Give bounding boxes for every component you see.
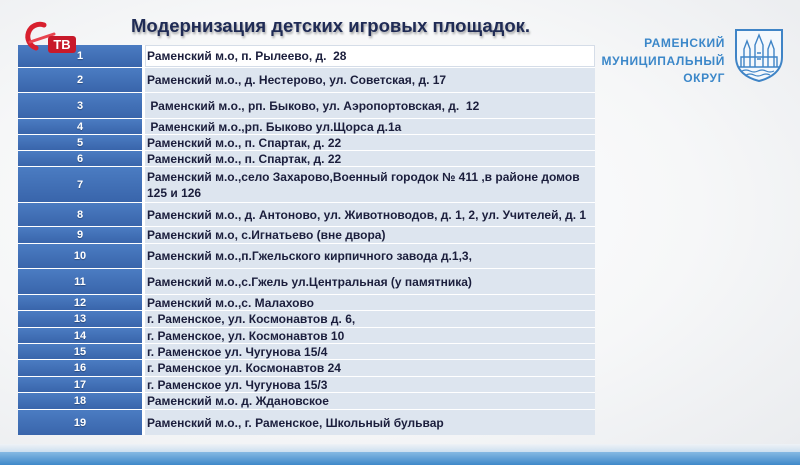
table-row [18,393,595,409]
row-number: 9 [18,227,142,243]
row-address: Раменский м.о.,рп. Быково ул.Щорса д.1а [145,119,595,134]
row-number: 16 [18,360,142,376]
table-row [18,45,595,67]
table-row [18,244,595,268]
row-number: 12 [18,295,142,310]
table-row [18,203,595,226]
row-number: 18 [18,393,142,409]
table-row [18,93,595,118]
row-address: г. Раменское ул. Чугунова 15/3 [145,377,595,392]
row-address: г. Раменское, ул. Космонавтов 10 [145,328,595,343]
row-number: 2 [18,68,142,92]
row-address: Раменский м.о., п. Спартак, д. 22 [145,151,595,166]
row-number: 17 [18,377,142,392]
row-address: Раменский м.о., рп. Быково, ул. Аэропортовская, д. 12 [145,93,595,118]
org-name-line-2: МУНИЦИПАЛЬНЫЙ [601,53,725,68]
row-number: 10 [18,244,142,268]
row-number: 4 [18,119,142,134]
row-number: 11 [18,269,142,294]
table-row [18,151,595,166]
row-address: Раменский м.о., д. Антоново, ул. Животноводов, д. 1, 2, ул. Учителей, д. 1 [145,203,595,226]
row-number: 5 [18,135,142,150]
table-row [18,377,595,392]
table-row [18,167,595,202]
row-address: Раменский м.о.,с. Малахово [145,295,595,310]
emblem-shield [736,30,782,81]
table-row [18,295,595,310]
row-address: Раменский м.о., п. Спартак, д. 22 [145,135,595,150]
row-number: 6 [18,151,142,166]
row-number: 14 [18,328,142,343]
row-address: Раменский м.о, п. Рылеево, д. 28 [145,45,595,67]
row-address: Раменский м.о.,село Захарово,Военный городок № 411 ,в районе домов 125 и 126 [145,167,595,202]
logo-text: ТВ [53,37,71,52]
row-number: 15 [18,344,142,359]
table-row [18,311,595,327]
row-number: 3 [18,93,142,118]
row-address: Раменский м.о., д. Нестерово, ул. Советская, д. 17 [145,68,595,92]
org-name-line-1: РАМЕНСКИЙ [644,36,725,50]
table-row [18,68,595,92]
row-address: Раменский м.о.,с.Гжель ул.Центральная (у памятника) [145,269,595,294]
coat-of-arms-icon [733,27,785,83]
org-name-line-3: ОКРУГ [683,71,725,85]
row-number: 1 [18,45,142,67]
row-address: Раменский м.о. д. Ждановское [145,393,595,409]
playgrounds-table [18,45,595,435]
table-row [18,227,595,243]
page-title: Модернизация детских игровых площадок. [131,15,531,36]
row-address: Раменский м.о, с.Игнатьево (вне двора) [145,227,595,243]
row-address: Раменский м.о., г. Раменское, Школьный бульвар [145,410,595,435]
bottom-stripe-blue [0,452,800,465]
tv-channel-logo-icon [24,20,80,58]
row-address: г. Раменское, ул. Космонавтов д. 6, [145,311,595,327]
org-name [602,35,725,88]
row-address: Раменский м.о.,п.Гжельского кирпичного завода д.1,3, [145,244,595,268]
row-number: 7 [18,167,142,202]
bottom-stripe-light [0,444,800,452]
table-row [18,360,595,376]
row-number: 8 [18,203,142,226]
table-row [18,119,595,134]
table-row [18,344,595,359]
row-number: 13 [18,311,142,327]
table-row [18,328,595,343]
table-row [18,135,595,150]
row-number: 19 [18,410,142,435]
logo-swoosh [28,24,44,48]
table-row [18,269,595,294]
table-row [18,410,595,435]
row-address: г. Раменское ул. Космонавтов 24 [145,360,595,376]
row-address: г. Раменское ул. Чугунова 15/4 [145,344,595,359]
